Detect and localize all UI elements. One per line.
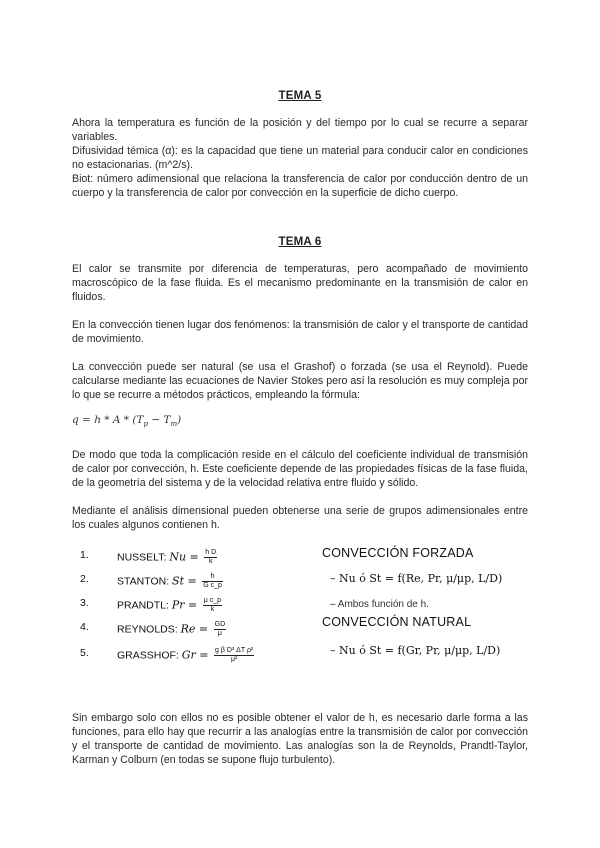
group-numerator: GD <box>214 621 226 628</box>
group-name: STANTON: <box>117 575 170 588</box>
group-symbol: Nu <box>169 550 187 564</box>
tema5-body <box>72 116 528 200</box>
tema6-para-2: En la convección tienen lugar dos fenómenos: la transmisión de calor y el transporte de cantidad de movimiento. <box>72 319 528 345</box>
group-numerator: μ c_p <box>203 597 222 604</box>
formula-part-1: q = h * A * (T <box>72 414 144 426</box>
group-denominator: μ <box>217 630 222 637</box>
group-numerator: g β D³ ΔT ρ² <box>215 647 254 654</box>
tema5-para-3: Biot: número adimensional que relaciona la transferencia de calor por conducción dentro de un cuerpo y la transferencia de calor por convección en la superficie de dicho cuerpo. <box>72 173 528 199</box>
tema6-title: TEMA 6 <box>278 236 322 248</box>
group-grasshof: 5. GRASSHOF: Gr = $\frac{\text{g β D³ ΔT ρ²}}{\text{μ²}}$ <box>80 647 254 663</box>
group-name: GRASSHOF: <box>117 649 179 662</box>
group-stanton: 2. STANTON: St = $\frac{h}{\text{G c\_p}}$ <box>80 573 222 589</box>
group-denominator: μ² <box>230 656 238 663</box>
group-name: REYNOLDS: <box>117 623 178 636</box>
tema5-para-2: Difusividad témica (α): es la capacidad que tiene un material para conducir calor en condiciones no estacionarias. (m^2/s). <box>72 145 528 171</box>
forced-convection-note: – Ambos función de h. <box>330 599 429 610</box>
group-nusselt: 1. NUSSELT: Nu = $\frac{\text{h D}}{k}$ <box>80 549 217 565</box>
tema6-para-4: De modo que toda la complicación reside en el cálculo del coeficiente individual de transmisión de calor por convección, h. Este coeficiente depende de las propiedades físicas de la fase fluida, de la geometría del sistema y de la velocidad relativa entre fluido y sólido. <box>72 449 528 489</box>
tema6-para-6: Sin embargo solo con ellos no es posible obtener el valor de h, es necesario darle forma a las funciones, para ello hay que recurrir a las analogías entre la transmisión de calor por convección y el transporte de cantidad de movimiento. Las analogías son la de Reynolds, Prandtl-Taylor, Karman y Colburn (en todas se supone flujo turbulento). <box>72 712 528 766</box>
forced-convection-relation: – Nu ó St = f(Re, Pr, μ/μp, L/D) <box>330 572 503 585</box>
group-denominator: G c_p <box>203 582 222 589</box>
natural-convection-heading: CONVECCIÓN NATURAL <box>322 615 472 629</box>
group-name: PRANDTL: <box>117 599 169 612</box>
tema6-para-5: Mediante el análisis dimensional pueden obtenerse una serie de grupos adimensionales entre los cuales algunos contienen h. <box>72 505 528 531</box>
heat-formula <box>72 414 181 428</box>
group-prandtl: 3. PRANDTL: Pr = $\frac{\text{μ c\_p}}{k}$ <box>80 597 222 613</box>
group-reynolds: 4. REYNOLDS: Re = $\frac{GD}{\mu}$ <box>80 621 226 637</box>
forced-convection-heading: CONVECCIÓN FORZADA <box>322 546 474 560</box>
group-number: 1. <box>80 549 89 561</box>
tema6-para-3: La convección puede ser natural (se usa el Grashof) o forzada (se usa el Reynold). Puede calcularse mediante las ecuaciones de Navier Stokes pero así la resolución es muy compleja por lo que se recurre a métodos prácticos, empleando la fórmula: <box>72 361 528 401</box>
tema5-title: TEMA 5 <box>278 90 322 102</box>
group-number: 3. <box>80 597 89 609</box>
group-symbol: St <box>172 574 185 588</box>
group-numerator: h <box>202 573 223 582</box>
group-symbol: Pr <box>171 598 185 612</box>
tema5-para-1: Ahora la temperatura es función de la posición y del tiempo por lo cual se recurre a separar variables. <box>72 117 528 143</box>
group-number: 2. <box>80 573 89 585</box>
group-name: NUSSELT: <box>117 551 167 564</box>
group-number: 4. <box>80 621 89 633</box>
tema6-para-1: El calor se transmite por diferencia de temperaturas, pero acompañado de movimiento macroscópico de la fase fluida. Es el mecanismo predominante en la transmisión de calor en fluidos. <box>72 263 528 303</box>
group-denominator: k <box>210 606 215 613</box>
group-numerator: h D <box>205 549 217 556</box>
formula-part-3: ) <box>177 414 182 426</box>
group-symbol: Re <box>180 622 196 636</box>
formula-sub-p: p <box>143 420 148 429</box>
natural-convection-relation: – Nu ó St = f(Gr, Pr, μ/μp, L/D) <box>330 644 501 657</box>
group-denominator: k <box>208 558 213 565</box>
formula-part-2: − T <box>147 414 171 426</box>
group-number: 5. <box>80 647 89 659</box>
group-symbol: Gr <box>181 648 196 662</box>
formula-sub-m: m <box>170 420 178 429</box>
